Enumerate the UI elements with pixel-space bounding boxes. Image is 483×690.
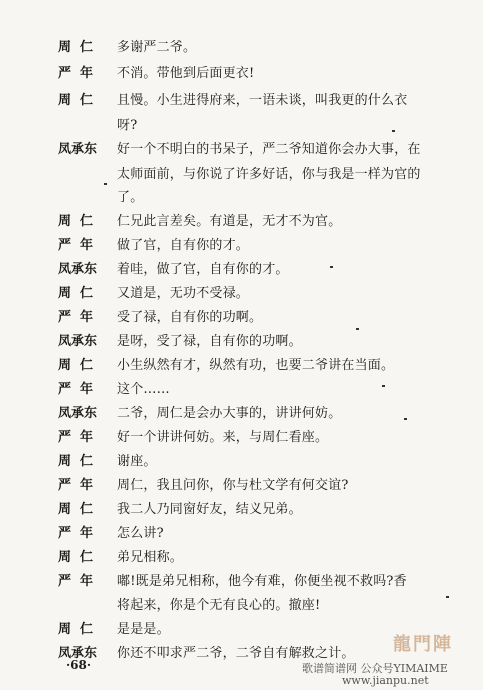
dialogue-line bbox=[0, 210, 483, 234]
dialogue-line bbox=[0, 330, 483, 354]
dialogue-text: 你还不叩求严二爷，二爷自有解救之计。 bbox=[117, 646, 355, 661]
speaker-name: 凤承东 bbox=[58, 142, 98, 157]
speaker-name: 凤承东 bbox=[58, 262, 98, 277]
page-number: ·68· bbox=[66, 658, 92, 672]
dialogue-text: 周仁，我且问你，你与杜文学有何交谊? bbox=[117, 478, 349, 493]
dialogue-text: 二爷，周仁是会办大事的，讲讲何妨。 bbox=[117, 406, 342, 421]
dialogue-line bbox=[0, 234, 483, 258]
dialogue-text: 弟兄相称。 bbox=[117, 550, 184, 565]
dialogue-text: 嘟!既是弟兄相称，他今有难，你便坐视不救吗?香 bbox=[117, 574, 407, 589]
speaker-name: 严 年 bbox=[58, 66, 94, 81]
dialogue-text: 将起来，你是个无有良心的。撤座! bbox=[117, 598, 321, 613]
speaker-name: 周 仁 bbox=[58, 93, 94, 108]
speaker-name: 凤承东 bbox=[58, 334, 98, 349]
dialogue-text: 谢座。 bbox=[117, 454, 157, 469]
dialogue-text: 怎么讲? bbox=[117, 526, 164, 541]
dialogue-text: 是呀，受了禄，自有你的功啊。 bbox=[117, 334, 302, 349]
speaker-name: 周 仁 bbox=[58, 40, 94, 55]
dialogue-line bbox=[0, 378, 483, 402]
speaker-name: 周 仁 bbox=[58, 550, 94, 565]
dialogue-text: 又道是，无功不受禄。 bbox=[117, 286, 250, 301]
dialogue-line bbox=[0, 570, 483, 594]
scan-speck bbox=[104, 183, 107, 185]
dialogue-line bbox=[0, 306, 483, 330]
speaker-name: 凤承东 bbox=[58, 646, 98, 661]
scan-speck bbox=[356, 328, 359, 330]
dialogue-text: 了。 bbox=[117, 190, 144, 205]
watermark bbox=[302, 630, 477, 688]
dialogue-line bbox=[0, 498, 483, 522]
dialogue-line bbox=[0, 450, 483, 474]
dialogue-text: 不消。带他到后面更衣! bbox=[117, 66, 255, 81]
dialogue-text: 受了禄，自有你的功啊。 bbox=[117, 310, 263, 325]
dialogue-text: 太师面前，与你说了许多好话，你与我是一样为官的 bbox=[117, 167, 421, 182]
speaker-name: 严 年 bbox=[58, 382, 94, 397]
dialogue-line bbox=[0, 163, 483, 187]
dialogue-text: 小生纵然有才，纵然有功，也要二爷讲在当面。 bbox=[117, 358, 395, 373]
dialogue-line bbox=[0, 186, 483, 210]
watermark-url: www.jianpu.net bbox=[342, 674, 429, 687]
dialogue-line bbox=[0, 474, 483, 498]
dialogue-line bbox=[0, 402, 483, 426]
dialogue-line bbox=[0, 546, 483, 570]
speaker-name: 周 仁 bbox=[58, 502, 94, 517]
dialogue-text: 着哇，做了官，自有你的才。 bbox=[117, 262, 289, 277]
dialogue-text: 多谢严二爷。 bbox=[117, 40, 197, 55]
speaker-name: 周 仁 bbox=[58, 358, 94, 373]
dialogue-line bbox=[0, 522, 483, 546]
scan-speck bbox=[382, 385, 385, 387]
dialogue-text: 我二人乃同窗好友，结义兄弟。 bbox=[117, 502, 302, 517]
scan-speck bbox=[392, 130, 395, 132]
speaker-name: 周 仁 bbox=[58, 286, 94, 301]
dialogue-text: 且慢。小生进得府来，一语未谈，叫我更的什么衣 bbox=[117, 93, 408, 108]
dialogue-line bbox=[0, 89, 483, 113]
dialogue-line bbox=[0, 594, 483, 618]
dialogue-line bbox=[0, 36, 483, 60]
dialogue-line bbox=[0, 114, 483, 138]
speaker-name: 严 年 bbox=[58, 310, 94, 325]
dialogue-text: 呀? bbox=[117, 118, 138, 133]
dialogue-text: 好一个不明白的书呆子，严二爷知道你会办大事，在 bbox=[117, 142, 421, 157]
speaker-name: 严 年 bbox=[58, 238, 94, 253]
dialogue-line bbox=[0, 62, 483, 86]
dialogue-line bbox=[0, 354, 483, 378]
scan-speck bbox=[330, 266, 333, 268]
dialogue-text: 这个…… bbox=[117, 382, 170, 397]
speaker-name: 周 仁 bbox=[58, 214, 94, 229]
watermark-text: 歌谱简谱网 公众号YIMAIME bbox=[302, 662, 448, 675]
speaker-name: 周 仁 bbox=[58, 622, 94, 637]
dialogue-text: 仁兄此言差矣。有道是，无才不为官。 bbox=[117, 214, 342, 229]
speaker-name: 周 仁 bbox=[58, 454, 94, 469]
dialogue-text: 好一个讲讲何妨。来，与周仁看座。 bbox=[117, 430, 329, 445]
speaker-name: 严 年 bbox=[58, 574, 94, 589]
dialogue-line bbox=[0, 138, 483, 162]
watermark-logo: 龍門陣 bbox=[393, 634, 453, 655]
speaker-name: 严 年 bbox=[58, 526, 94, 541]
speaker-name: 严 年 bbox=[58, 478, 94, 493]
scan-speck bbox=[404, 418, 407, 420]
dialogue-line bbox=[0, 282, 483, 306]
dialogue-text: 做了官，自有你的才。 bbox=[117, 238, 250, 253]
dialogue-text: 是是是。 bbox=[117, 622, 170, 637]
speaker-name: 严 年 bbox=[58, 430, 94, 445]
scan-speck bbox=[446, 596, 449, 598]
speaker-name: 凤承东 bbox=[58, 406, 98, 421]
dialogue-line bbox=[0, 426, 483, 450]
dialogue-line bbox=[0, 258, 483, 282]
